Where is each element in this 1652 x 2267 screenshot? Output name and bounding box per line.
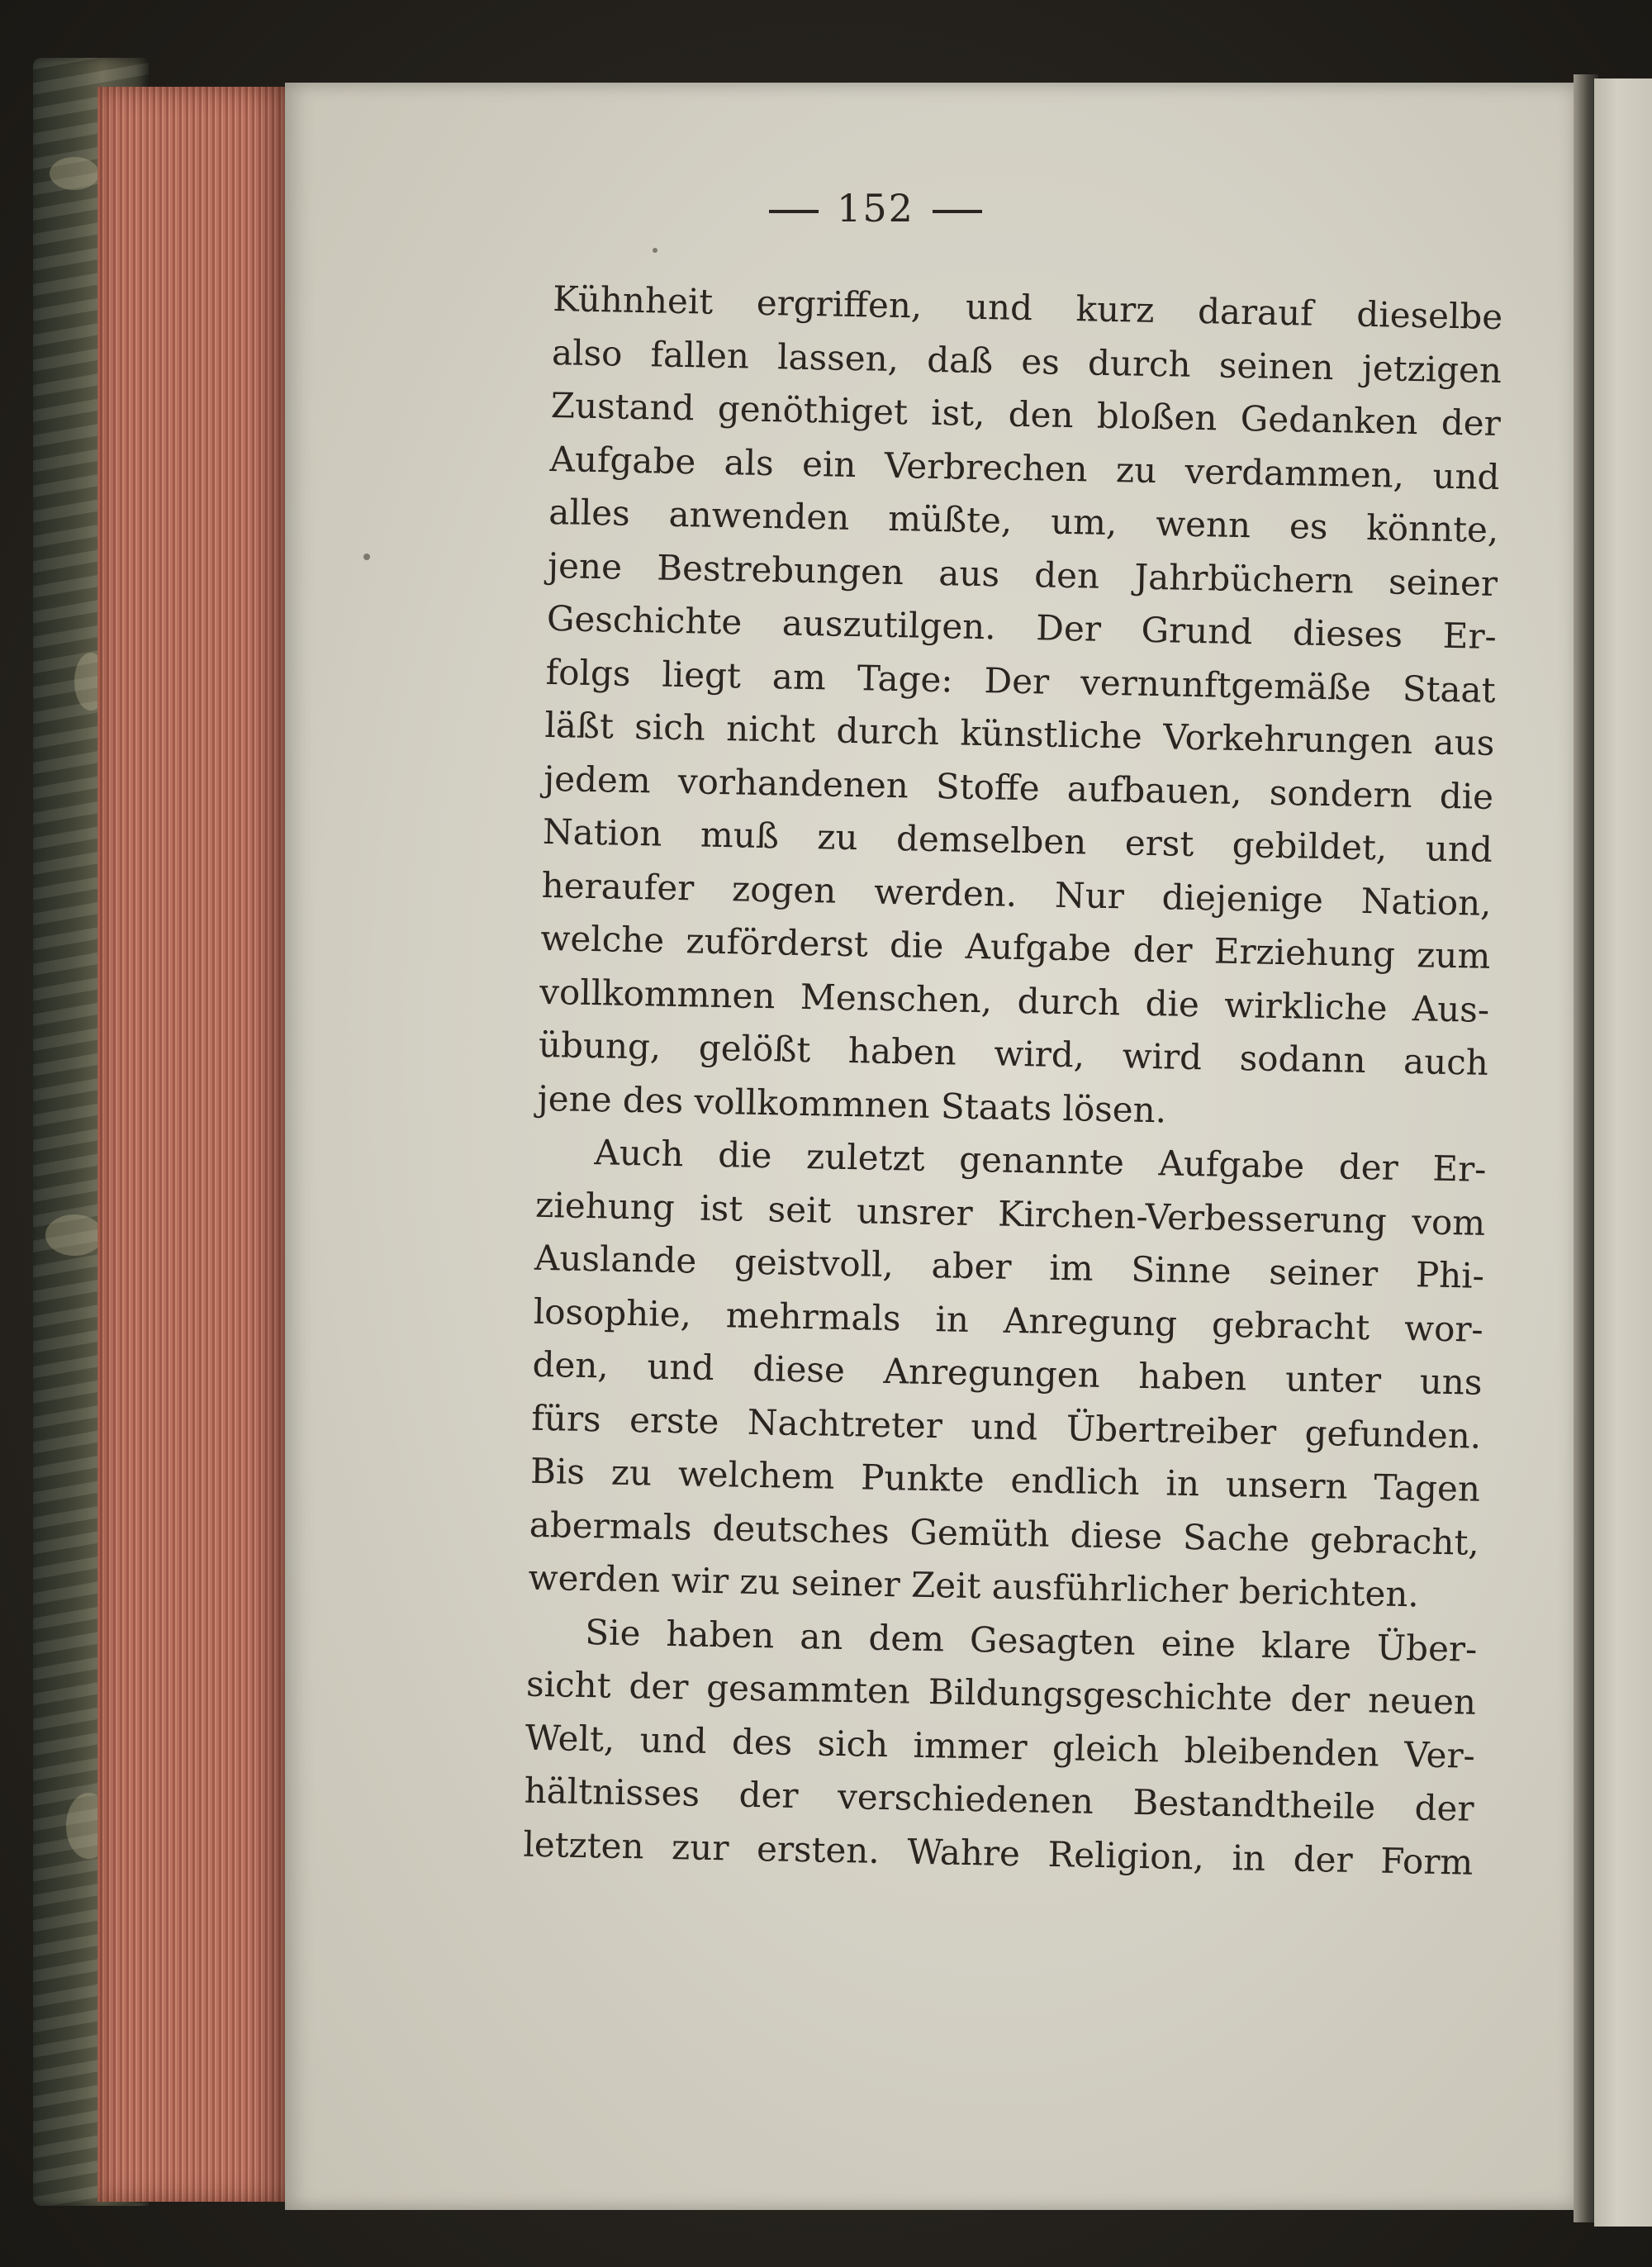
text-line: Geschichte auszutilgen. Der Grund dieses Er- bbox=[546, 597, 1498, 657]
text-line: hältnisses der verschiedenen Bestandtheile der bbox=[524, 1770, 1474, 1829]
ink-speck bbox=[653, 248, 657, 253]
page-number-header bbox=[710, 186, 1041, 231]
text-line: Auslande geistvoll, aber im Sinne seiner Phi- bbox=[534, 1237, 1485, 1296]
text-line: Zustand genöthiget ist, den bloßen Gedanken der bbox=[550, 384, 1502, 444]
text-line: also fallen lassen, daß es durch seinen jetzigen bbox=[551, 331, 1502, 391]
text-line: jedem vorhandenen Stoffe aufbauen, sondern die bbox=[543, 758, 1494, 817]
text-line: losophie, mehrmals in Anregung gebracht wor- bbox=[533, 1290, 1484, 1350]
text-line: Welt, und des sich immer gleich bleibenden Ver- bbox=[525, 1717, 1476, 1776]
text-line: läßt sich nicht durch künstliche Vorkehrungen aus bbox=[544, 704, 1495, 763]
text-line: jene Bestrebungen aus den Jahrbüchern seiner bbox=[547, 544, 1498, 604]
text-line: alles anwenden müßte, um, wenn es könnte, bbox=[548, 491, 1499, 551]
text-line: Bis zu welchem Punkte endlich in unsern Tagen bbox=[529, 1450, 1481, 1509]
text-line: welche zuförderst die Aufgabe der Erziehung zum bbox=[540, 917, 1491, 977]
header-dash-right bbox=[933, 210, 982, 213]
text-line: vollkommnen Menschen, durch die wirkliche Aus- bbox=[539, 971, 1490, 1030]
cover-wear-spot bbox=[45, 1214, 103, 1256]
cover-wear-spot bbox=[50, 157, 99, 190]
text-line: übung, gelößt haben wird, wird sodann auch bbox=[538, 1024, 1489, 1083]
ink-speck bbox=[363, 554, 370, 560]
header-dash-left bbox=[769, 210, 819, 213]
text-line: folgs liegt am Tage: Der vernunftgemäße Staat bbox=[545, 651, 1496, 711]
text-line-paragraph-start: Sie haben an dem Gesagten eine klare Über- bbox=[584, 1611, 1478, 1670]
text-line: Nation muß zu demselben erst gebildet, und bbox=[542, 810, 1493, 870]
text-line: werden wir zu seiner Zeit ausführlicher berichten. bbox=[528, 1556, 1420, 1615]
page-number: 152 bbox=[837, 186, 914, 231]
text-line: Kühnheit ergriffen, und kurz darauf dieselbe bbox=[552, 278, 1503, 338]
text-line: Aufgabe als ein Verbrechen zu verdammen, und bbox=[549, 438, 1500, 497]
text-line: den, und diese Anregungen haben unter uns bbox=[532, 1343, 1483, 1403]
text-line: sicht der gesammten Bildungsgeschichte der neuen bbox=[525, 1663, 1477, 1723]
text-line: fürs erste Nachtreter und Übertreiber gefunden. bbox=[530, 1397, 1482, 1457]
text-line: heraufer zogen werden. Nur diejenige Nation, bbox=[541, 864, 1493, 924]
body-text bbox=[523, 273, 1503, 1889]
text-line: jene des vollkommnen Staats lösen. bbox=[537, 1077, 1167, 1130]
text-line: ziehung ist seit unsrer Kirchen-Verbesserung vom bbox=[534, 1184, 1486, 1243]
facing-page-edge bbox=[1594, 78, 1652, 2227]
text-line: letzten zur ersten. Wahre Religion, in der Form bbox=[523, 1823, 1474, 1883]
text-line-paragraph-start: Auch die zuletzt genannte Aufgabe der Er- bbox=[594, 1132, 1487, 1190]
text-line: abermals deutsches Gemüth diese Sache gebracht, bbox=[529, 1504, 1480, 1563]
